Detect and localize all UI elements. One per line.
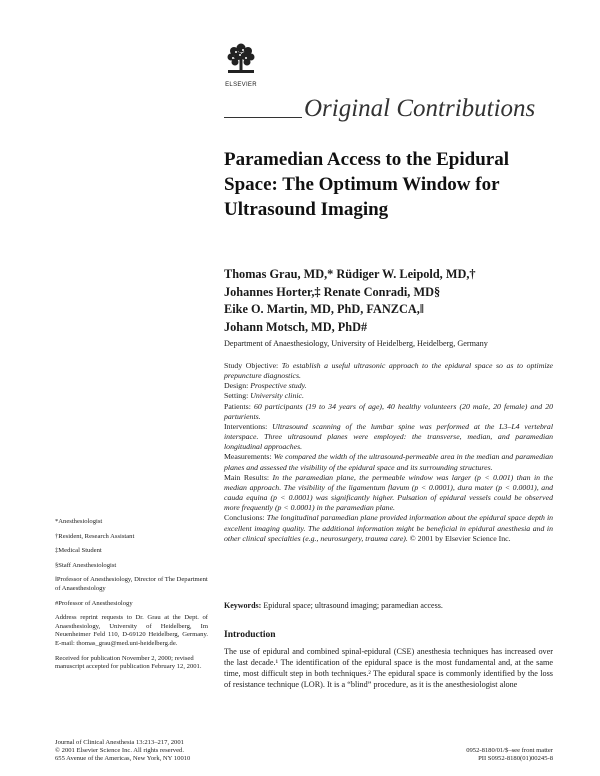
section-heading: Original Contributions <box>304 95 536 122</box>
author-line: Thomas Grau, MD,* Rüdiger W. Leipold, MD,† <box>224 267 476 281</box>
keywords-text: Epidural space; ultrasound imaging; paramedian access. <box>263 601 443 610</box>
intro-paragraph: The use of epidural and combined spinal-epidural (CSE) anesthesia techniques has increased over the last decade.¹ The identification of the epidural space is the most fundamental and, at the same time, most difficult step in both techniques.² The epidural space is commonly identified by the loss of resistance technique (LOR). It is a “blind” procedure, as it is the anesthesiologist alone <box>224 647 553 689</box>
note-item: †Resident, Research Assistant <box>55 532 135 540</box>
abstract-design: Design: Prospective study. <box>224 381 307 391</box>
reprint-address: Address reprint requests to Dr. Grau at the Dept. of Anaesthesiology, University of Heidelberg, Im Neuenheimer Feld 110, D-69120 Heidelberg, Germany. E-mail: thomas_grau@med.uni-heidelberg.de. <box>55 614 208 647</box>
keywords-label: Keywords: <box>224 601 262 610</box>
abstract-conclusions: Conclusions: The longitudinal paramedian plane provided information about the epidural space depth in excellent imaging quality. The additional information might be beneficial in epidural anesthesia and in other clinical specialties (e.g., neurosurgery, trauma care). © 2001 by Elsevier Science Inc. <box>224 513 554 543</box>
article-title: Paramedian Access to the Epidural Space: The Optimum Window for Ultrasound Imaging <box>224 149 509 220</box>
note-item: §Staff Anesthesiologist <box>55 561 117 569</box>
section-rule <box>224 117 302 118</box>
received-dates: Received for publication November 2, 2000; revised manuscript accepted for publication February 12, 2001. <box>55 654 202 671</box>
abstract-results: Main Results: In the paramedian plane, the permeable window was larger (p < 0.001) than in the median approach. The visibility of the ligamentum flavum (p < 0.0001), dura mater (p < 0.0001), and cauda equina (p < 0.0001) was significantly higher. Pulsation of epidural vessels could be observed more frequently (p < 0.0001) in the paramedian plane. <box>224 472 553 513</box>
article-identifiers: 0952-8180/01/$–see front matter PII S0952-8180(01)00245-8 <box>466 747 553 763</box>
author-line: Johann Motsch, MD, PhD# <box>224 319 368 334</box>
note-item: *Anesthesiologist <box>55 518 103 525</box>
elsevier-tree-icon <box>224 42 258 76</box>
publisher-name: ELSEVIER <box>225 82 257 88</box>
abstract-interventions: Interventions: Ultrasound scanning of the lumbar spine was performed at the L3–L4 vertebral interspace. Three ultrasound planes were employed: the transverse, median, and paramedian longitudinal approaches. <box>224 421 553 452</box>
author-notes <box>55 518 208 672</box>
journal-citation: Journal of Clinical Anesthesia 13:213–217, 2001 © 2001 Elsevier Science Inc. All rights reserved. 655 Avenue of the Americas, New York, NY 10010 <box>55 739 191 763</box>
note-item: ‖Professor of Anesthesiology, Director of The Department of Anaesthesiology <box>55 576 208 592</box>
note-item: ‡Medical Student <box>55 547 102 555</box>
intro-heading: Introduction <box>224 630 276 640</box>
keywords <box>224 600 564 611</box>
abstract-measurements: Measurements: We compared the width of the ultrasound-permeable area in the median and paramedian planes and assessed the visibility of the epidural space and its surrounding structures. <box>224 452 553 472</box>
publisher-logo <box>224 42 258 88</box>
note-item: #Professor of Anesthesiology <box>55 599 133 607</box>
abstract <box>224 361 553 544</box>
author-line: Johannes Horter,‡ Renate Conradi, MD§ <box>224 284 441 299</box>
affiliation: Department of Anaesthesiology, University of Heidelberg, Heidelberg, Germany <box>224 339 488 348</box>
author-line: Eike O. Martin, MD, PhD, FANZCA,‖ <box>224 302 424 317</box>
abstract-objective: Study Objective: To establish a useful ultrasonic approach to the epidural space so as to optimize prepuncture diagnostics. <box>224 361 554 381</box>
abstract-setting: Setting: University clinic. <box>224 391 304 401</box>
abstract-patients: Patients: 60 participants (19 to 34 years of age), 40 healthy volunteers (20 male, 20 female) and 20 parturients. <box>224 401 553 421</box>
author-list <box>224 266 564 336</box>
